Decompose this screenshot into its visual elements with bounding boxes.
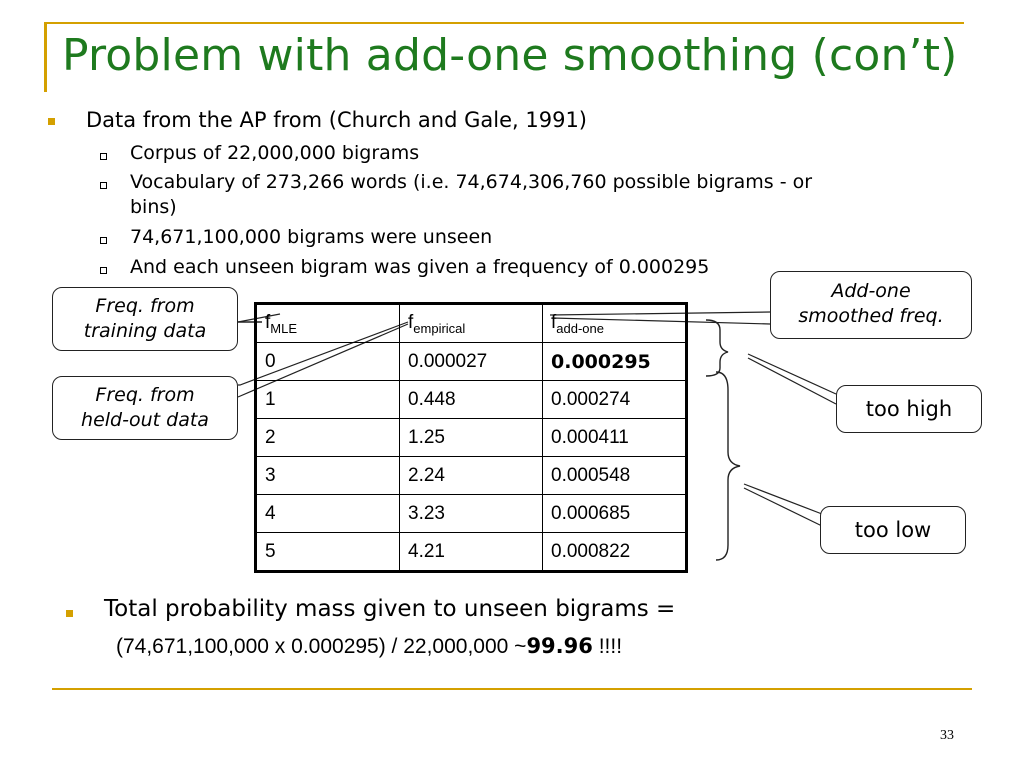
sub-bullet-unseen: 74,671,100,000 bigrams were unseen — [130, 226, 493, 248]
table-cell: 0 — [256, 343, 400, 381]
callout-too-low: too low — [820, 506, 966, 554]
total-mass-formula — [116, 634, 622, 659]
table-cell: 0.000411 — [543, 419, 687, 457]
brace-bottom — [716, 372, 740, 560]
callout-heldout-line2: held-out data — [81, 409, 209, 431]
table-cell: 1 — [256, 381, 400, 419]
sub-bullet-corpus: Corpus of 22,000,000 bigrams — [130, 142, 420, 164]
sub-bullet-vocabulary-cont: bins) — [130, 196, 177, 218]
bullet-marker — [66, 610, 73, 617]
callout-too-high: too high — [836, 385, 982, 433]
too-low-pointer-line — [744, 484, 822, 514]
table-cell: 0.000027 — [400, 343, 543, 381]
callout-add-one — [770, 271, 972, 339]
table-row — [256, 495, 687, 533]
formula-prefix: (74,671,100,000 x 0.000295) / 22,000,000 ~ — [116, 635, 527, 658]
brace-top — [706, 320, 728, 376]
table-cell: 0.448 — [400, 381, 543, 419]
table-cell: 4 — [256, 495, 400, 533]
table-cell: 3.23 — [400, 495, 543, 533]
header-add-one: $f_{add-one}$ — [543, 304, 687, 343]
frequency-table — [254, 302, 688, 573]
table-row — [256, 419, 687, 457]
too-low-pointer-line — [744, 488, 822, 526]
page-number: 33 — [940, 728, 954, 743]
sub-bullet-frequency: And each unseen bigram was given a frequency of 0.000295 — [130, 256, 710, 278]
formula-result: 99.96 — [526, 634, 593, 658]
callout-addone-line1: Add-one — [831, 280, 911, 302]
table-row — [256, 381, 687, 419]
table-row — [256, 457, 687, 495]
callout-training-line1: Freq. from — [95, 295, 195, 317]
formula-suffix: !!!! — [592, 635, 623, 658]
callout-addone-line2: smoothed freq. — [798, 305, 944, 327]
header-empirical: $f_{empirical}$ — [400, 304, 543, 343]
table-cell: 3 — [256, 457, 400, 495]
table-cell: 1.25 — [400, 419, 543, 457]
bullet-total-mass: Total probability mass given to unseen bigrams = — [104, 596, 676, 622]
table-cell: 4.21 — [400, 533, 543, 572]
callout-heldout-line1: Freq. from — [95, 384, 195, 406]
callout-heldout-data — [52, 376, 238, 440]
slide-title: Problem with add-one smoothing (con’t) — [62, 30, 958, 81]
table-cell: 0.000548 — [543, 457, 687, 495]
table-cell: 2.24 — [400, 457, 543, 495]
table-cell: 0.000685 — [543, 495, 687, 533]
bottom-rule — [52, 688, 972, 690]
table-header-row — [256, 304, 687, 343]
table-cell: 5 — [256, 533, 400, 572]
sub-bullet-vocabulary: Vocabulary of 273,266 words (i.e. 74,674,306,760 possible bigrams - or — [130, 171, 813, 193]
callout-training-data — [52, 287, 238, 351]
table-cell: 0.000274 — [543, 381, 687, 419]
table-cell: 0.000295 — [543, 343, 687, 381]
bullet-source: Data from the AP from (Church and Gale, 1991) — [86, 108, 587, 132]
callout-training-line2: training data — [83, 320, 207, 342]
too-high-pointer-line — [748, 354, 836, 394]
header-mle: $f_{MLE}$ — [256, 304, 400, 343]
table-cell: 2 — [256, 419, 400, 457]
table-row — [256, 533, 687, 572]
table-cell: 0.000822 — [543, 533, 687, 572]
too-high-pointer-line — [748, 358, 836, 404]
table-row — [256, 343, 687, 381]
